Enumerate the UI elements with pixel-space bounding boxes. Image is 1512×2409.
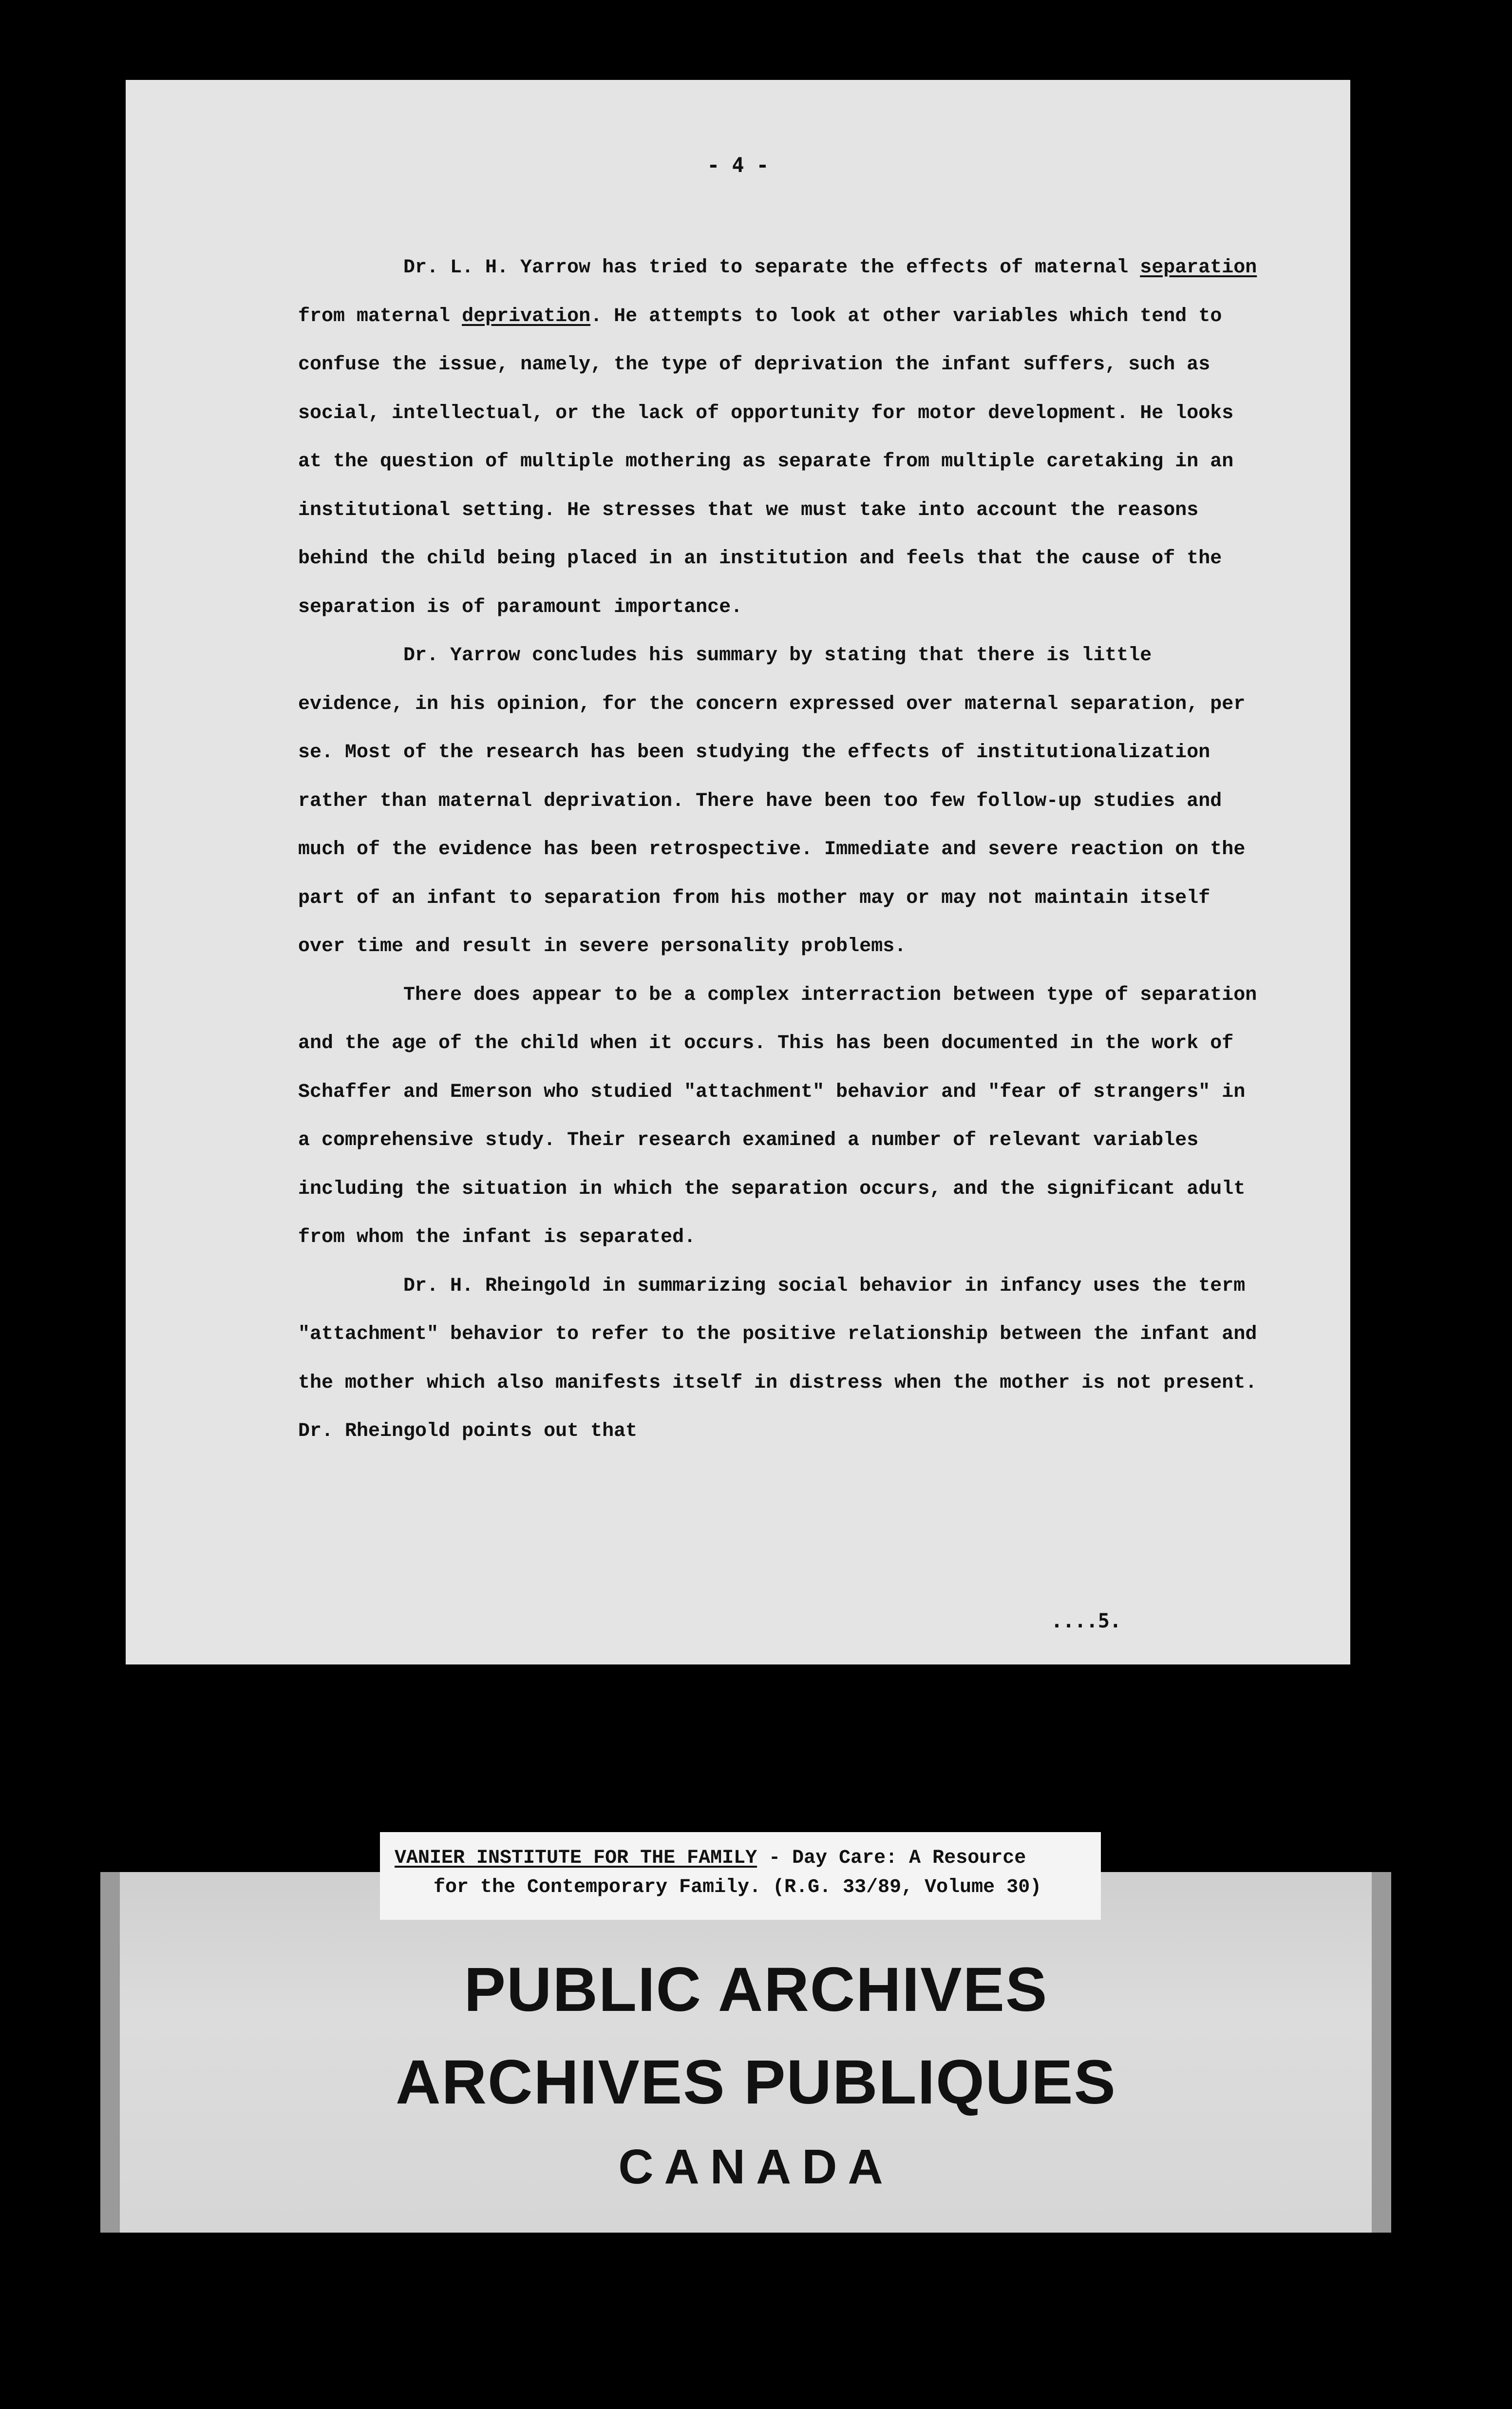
underlined-term: deprivation [462, 305, 591, 327]
paragraph-text: There does appear to be a complex interraction between type of separation and the age of the child when it occurs. This has been documented in the work of Schaffer and Emerson who studied "attachment" behavior and "fear of strangers" in a comprehensive study. Their research examined a number of relevant variables including the situation in which the separation occurs, and the significant adult from whom the infant is separated. [298, 984, 1257, 1248]
archive-label-title: - Day Care: A Resource [757, 1847, 1026, 1869]
paragraph-text: Dr. H. Rheingold in summarizing social behavior in infancy uses the term "attachment" behavior to refer to the positive relationship between the infant and the mother which also manifests itself in distress when the mother is not present. Dr. Rheingold points out that [298, 1275, 1257, 1442]
paragraph-text: from maternal [298, 305, 462, 327]
archive-label-line-2: for the Contemporary Family. (R.G. 33/89, Volume 30) [434, 1876, 1042, 1898]
body-text [298, 244, 1263, 1456]
archives-title-fr: ARCHIVES PUBLIQUES [396, 2047, 1116, 2117]
paragraph-text: Dr. Yarrow concludes his summary by stating that there is little evidence, in his opinion, for the concern expressed over maternal separation, per se. Most of the research has been studying the effects of institutionalization rather than maternal deprivation. There have been too few follow-up studies and much of the evidence has been retrospective. Immediate and severe reaction on the part of an infant to separation from his mother may or may not maintain itself over time and result in severe personality problems. [298, 645, 1246, 957]
archive-label-collection: VANIER INSTITUTE FOR THE FAMILY [395, 1847, 757, 1869]
page-number: - 4 - [707, 153, 769, 177]
document-page [126, 80, 1350, 1664]
continuation-marker: ....5. [1051, 1610, 1121, 1632]
archive-label [380, 1832, 1101, 1920]
paragraph [298, 244, 1263, 631]
underlined-term: separation [1140, 257, 1257, 279]
paragraph [298, 1262, 1263, 1456]
archives-title-en: PUBLIC ARCHIVES [464, 1955, 1048, 2025]
paragraph-text: . He attempts to look at other variables which tend to confuse the issue, namely, the type of deprivation the infant suffers, such as social, intellectual, or the lack of opportunity for motor development. He looks at the question of multiple mothering as separate from multiple caretaking in an institutional setting. He stresses that we must take into account the reasons behind the child being placed in an institution and feels that the cause of the separation is of paramount importance. [298, 305, 1234, 618]
archive-label-line-1 [395, 1844, 1081, 1873]
archives-country: CANADA [618, 2140, 894, 2194]
paragraph [298, 971, 1263, 1262]
paragraph [298, 631, 1263, 971]
paragraph-text: Dr. L. H. Yarrow has tried to separate the effects of maternal [403, 257, 1140, 279]
